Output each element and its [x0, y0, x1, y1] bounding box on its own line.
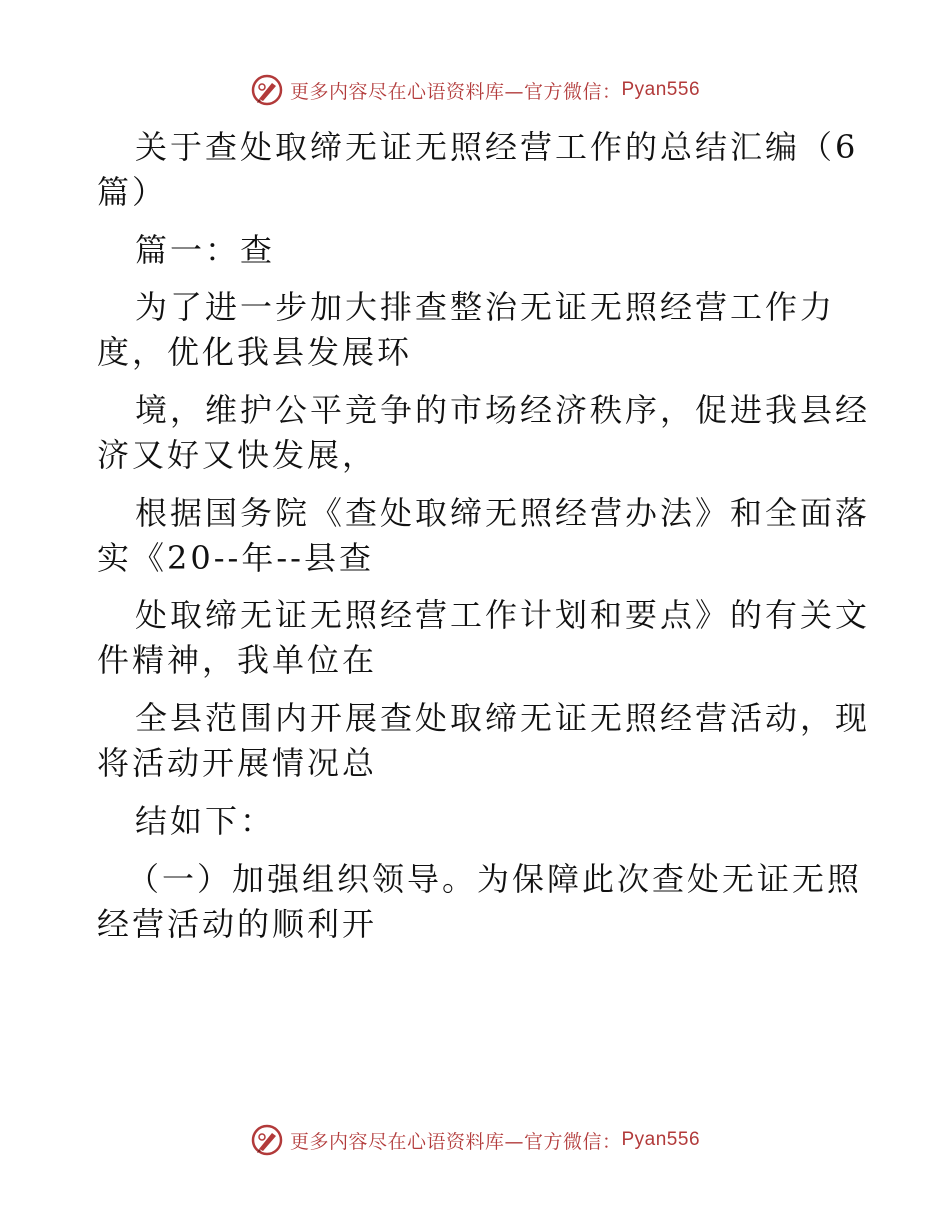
paragraph-line: 根据国务院《查处取缔无照经营办法》和全面落 — [135, 493, 871, 532]
paragraph-line: 将活动开展情况总 — [97, 744, 378, 783]
banner-wechat-id: Pyan556 — [621, 79, 701, 100]
document-title-line-2: 篇） — [97, 173, 168, 211]
section-heading: 篇一：查 — [135, 230, 276, 269]
header-watermark-banner — [0, 70, 950, 110]
paragraph-line: 济又好又快发展， — [97, 436, 378, 475]
paragraph-line: 件精神，我单位在 — [97, 641, 378, 680]
paragraph-line: 全县范围内开展查处取缔无证无照经营活动，现 — [135, 699, 871, 738]
banner-wechat-id: Pyan556 — [621, 1129, 701, 1150]
paragraph-line: （一）加强组织领导。为保障此次查处无证无照 — [127, 859, 863, 898]
paragraph-line: 境，维护公平竞争的市场经济秩序，促进我县经 — [135, 391, 871, 430]
pen-logo-icon — [250, 73, 284, 107]
footer-watermark-banner — [0, 1120, 950, 1160]
banner-text: 更多内容尽在心语资料库—官方微信： — [289, 80, 622, 103]
paragraph-line: 实《20--年--县查 — [97, 538, 374, 577]
document-body — [97, 125, 871, 959]
paragraph-line: 结如下： — [135, 801, 276, 840]
paragraph-line: 处取缔无证无照经营工作计划和要点》的有关文 — [135, 596, 871, 635]
paragraph-line: 度，优化我县发展环 — [97, 333, 413, 372]
paragraph-line: 经营活动的顺利开 — [97, 904, 378, 943]
pen-logo-icon — [250, 1123, 284, 1157]
banner-text: 更多内容尽在心语资料库—官方微信： — [289, 1130, 622, 1153]
document-title-line-1: 关于查处取缔无证无照经营工作的总结汇编（6 — [135, 128, 859, 166]
paragraph-line: 为了进一步加大排查整治无证无照经营工作力 — [135, 288, 836, 327]
